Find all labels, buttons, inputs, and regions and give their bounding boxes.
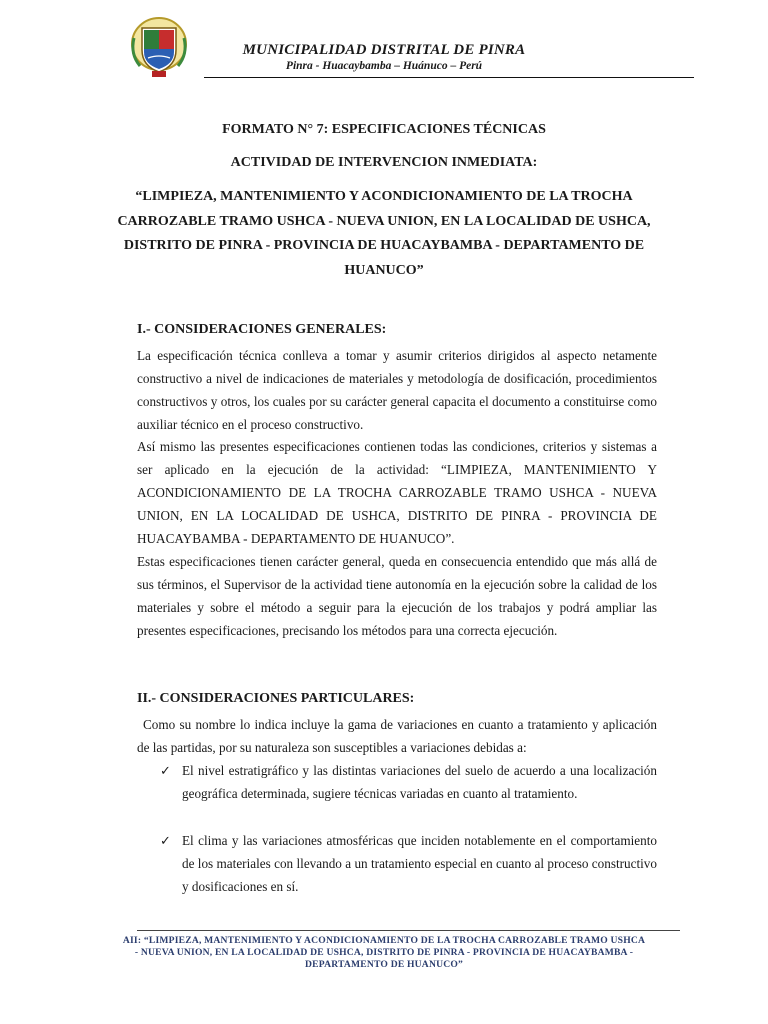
section-1-paragraph-2: Así mismo las presentes especificaciones contienen todas las condiciones, criterios y sistemas a ser aplicado en la ejecución de la actividad: “LIMPIEZA, MANTENIMIENTO Y ACONDICIONAMIENTO DE LA TROCHA CARROZABLE TRAMO USHCA - NUEVA UNION, EN LA LOCALIDAD DE USHCA, DISTRITO DE PINRA - PROVINCIA DE HUACAYBAMBA - DEPARTAMENTO DE HUANUCO”. bbox=[137, 439, 657, 546]
section-1-title: I.- CONSIDERACIONES GENERALES: bbox=[137, 322, 387, 337]
footer-line-1: AII: “LIMPIEZA, MANTENIMIENTO Y ACONDICIONAMIENTO DE LA TROCHA CARROZABLE TRAMO USHCA bbox=[122, 935, 646, 946]
list-item bbox=[160, 759, 657, 805]
header-subtitle: Pinra - Huacaybamba – Huánuco – Perú bbox=[285, 60, 483, 72]
header-divider bbox=[204, 77, 694, 78]
activity-label: ACTIVIDAD DE INTERVENCION INMEDIATA: bbox=[230, 155, 538, 170]
footer-divider bbox=[137, 930, 680, 931]
checkmark-icon: ✓ bbox=[160, 763, 172, 778]
list-item-text: El nivel estratigráfico y las distintas variaciones del suelo de acuerdo a una localización geográfica determinada, sugiere técnicas variadas en cuanto al tratamiento. bbox=[182, 763, 657, 801]
header-title: MUNICIPALIDAD DISTRITAL DE PINRA bbox=[242, 42, 526, 58]
page-header bbox=[0, 0, 768, 90]
list-item-text: El clima y las variaciones atmosféricas que inciden notablemente en el comportamiento de los materiales con llevando a un tratamiento especial en cuanto al proceso constructivo y dosificaciones en sí. bbox=[182, 833, 657, 894]
activity-name: “LIMPIEZA, MANTENIMIENTO Y ACONDICIONAMIENTO DE LA TROCHA CARROZABLE TRAMO USHCA - NUEVA UNION, EN LA LOCALIDAD DE USHCA, DISTRITO DE PINRA - PROVINCIA DE HUACAYBAMBA - DEPARTAMENTO DE HUANUCO” bbox=[117, 189, 651, 278]
section-2-title: II.- CONSIDERACIONES PARTICULARES: bbox=[137, 691, 415, 706]
checkmark-icon: ✓ bbox=[160, 833, 172, 848]
section-2-intro: Como su nombre lo indica incluye la gama de variaciones en cuanto a tratamiento y aplicación de las partidas, por su naturaleza son susceptibles a variaciones debidas a: bbox=[137, 717, 657, 755]
list-item bbox=[160, 829, 657, 898]
format-title: FORMATO N° 7: ESPECIFICACIONES TÉCNICAS bbox=[222, 122, 546, 137]
page-footer bbox=[100, 935, 668, 971]
footer-line-2: - NUEVA UNION, EN LA LOCALIDAD DE USHCA, DISTRITO DE PINRA - PROVINCIA DE HUACAYBAMBA - bbox=[134, 947, 634, 958]
footer-line-3: DEPARTAMENTO DE HUANUCO” bbox=[305, 959, 463, 970]
municipal-shield-icon bbox=[128, 14, 190, 80]
section-1-paragraph-3: Estas especificaciones tienen carácter general, queda en consecuencia entendido que más allá de sus términos, el Supervisor de la actividad tiene autonomía en la ejecución sobre la calidad de los materiales y sobre el método a seguir para la ejecución de los trabajos y podrá ampliar las presentes especificaciones, precisando los métodos para una correcta ejecución. bbox=[137, 554, 657, 638]
section-1-paragraph-1: La especificación técnica conlleva a tomar y asumir criterios dirigidos al aspecto netamente constructivo a nivel de indicaciones de materiales y metodología de dosificación, procedimientos constructivos y otros, los cuales por su carácter general capacita el documento a constituirse como auxiliar técnico en el proceso constructivo. bbox=[137, 348, 657, 432]
